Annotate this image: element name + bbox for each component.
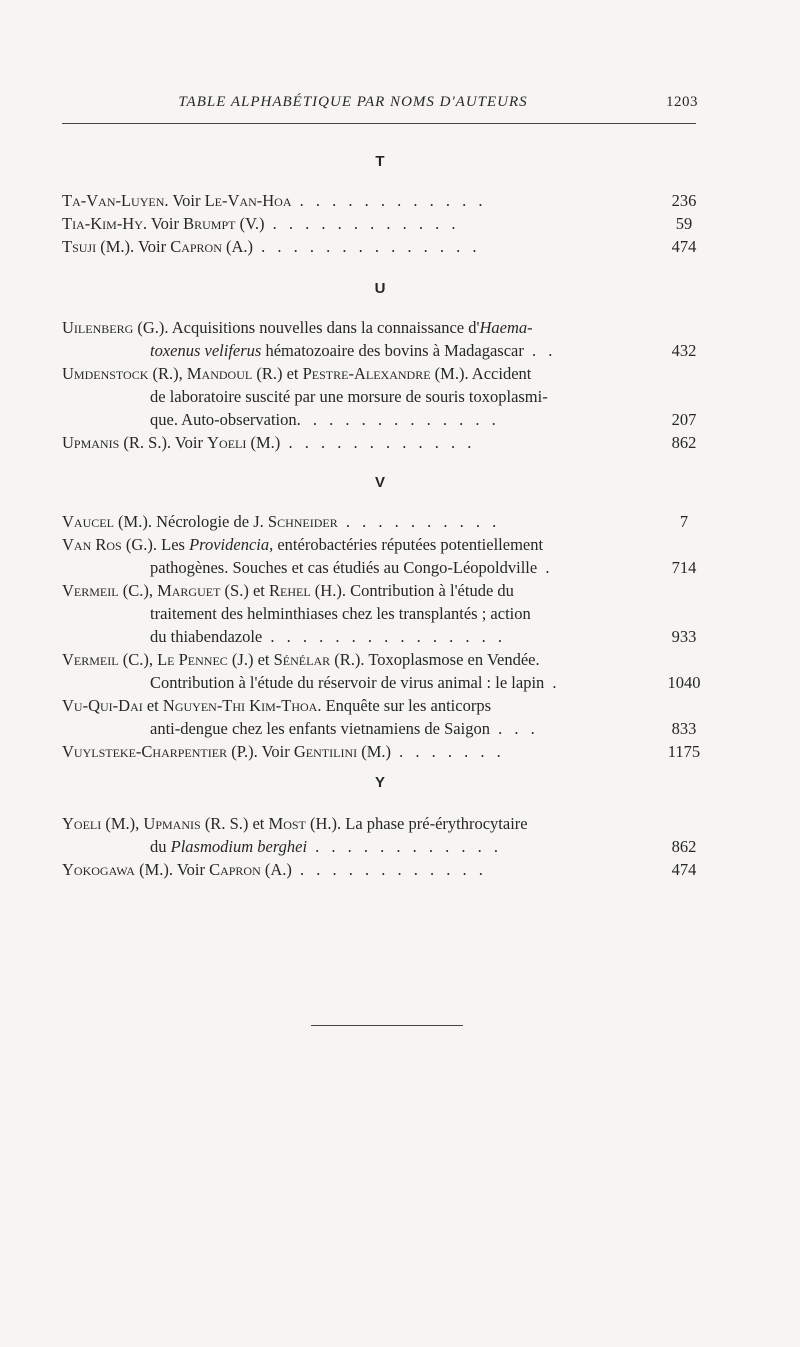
author-name: Vu-Qui-Dai [62,696,143,715]
page-number: 862 [671,837,697,856]
section-letter-t: T [375,153,385,170]
page-number: 7 [679,512,689,531]
reference-author: Brumpt [183,214,236,233]
entry-text: (C.), [118,581,158,600]
reference-author: Capron [209,860,261,879]
page-number: 236 [671,191,697,210]
reference-author: Le-Van-Hoa [204,191,292,210]
page-number: 933 [671,627,697,646]
leader-dots: . [537,558,554,577]
leader-dots: . [544,673,561,692]
entry-text: (C.), [118,650,158,669]
entry-text: (P.). Voir [227,742,294,761]
leader-dots: . . . . . . . . . . [337,512,501,531]
co-author-name: Pestre-Alexandre [302,364,431,383]
leader-dots: . . . . . . . . . . . . [280,433,476,452]
entry-text: (H.). Contribution à l'étude du [310,581,514,600]
co-author-name: Rehel [269,581,311,600]
entry-text: (G.). Acquisitions nouvelles dans la connaissance d' [133,318,480,337]
header-title: TABLE ALPHABÉTIQUE PAR NOMS D'AUTEURS [178,94,528,110]
entry-text: du [150,837,171,856]
reference-author: Yoeli [207,433,247,452]
entry-text: (M.). Nécrologie de J. [113,512,268,531]
entry-text: . Voir [142,214,184,233]
leader-dots: . . [523,341,557,360]
entry-text: (R.). Toxoplasmose en Vendée. [330,650,540,669]
entry-text: (A.) [221,237,254,256]
entry-text-italic: Providencia, [189,535,274,554]
reference-author: Schneider [267,512,338,531]
entry-text: (M.). Voir [134,860,210,879]
index-entry-continuation [150,556,638,579]
entry-text: Contribution à l'étude du réservoir de virus animal : le lapin [150,673,545,692]
leader-dots: . . . . . . . . . . . . [291,191,487,210]
co-author-name: Marguet [157,581,221,600]
entry-text: et [142,696,163,715]
running-header [58,94,698,118]
page-number: 474 [671,860,697,879]
index-entry-umdenstock [62,362,638,385]
index-entry-tsuji [62,235,638,258]
author-name: Umdenstock [62,364,149,383]
entry-text: que. Auto-observation [150,410,297,429]
index-entry-continuation: traitement des helminthiases chez les transplantés ; action [150,604,531,623]
end-rule [311,1025,463,1026]
entry-text: (R.), [148,364,187,383]
page-number: 862 [671,433,697,452]
co-author-name: Most [268,814,306,833]
index-entry-continuation [150,625,638,648]
entry-text: (M.), [101,814,144,833]
index-entry-vermeil-marguet [62,579,638,602]
page-number: 714 [671,558,697,577]
co-author-name: Le Pennec [157,650,228,669]
entry-text: (M.). Voir [96,237,171,256]
index-entry-van-ros [62,533,638,556]
index-entry-continuation [150,835,638,858]
leader-dots: . . . . . . . . . . . . . . . [262,627,506,646]
index-entry-vuylsteke-charpentier [62,740,638,763]
leader-dots: . . . . . . . . . . . . [264,214,460,233]
entry-text: (M.) [246,433,281,452]
entry-text: hématozoaire des bovins à Madagascar [261,341,524,360]
entry-text: (R. S.). Voir [119,433,208,452]
entry-text: (G.). Les [121,535,190,554]
index-entry-uilenberg [62,316,638,339]
author-name: Vaucel [62,512,114,531]
index-entry-continuation [150,339,638,362]
entry-text: (A.) [260,860,292,879]
entry-text: anti-dengue chez les enfants vietnamiens de Saigon [150,719,490,738]
author-name: Vuylsteke-Charpentier [62,742,228,761]
leader-dots: . . . [489,719,539,738]
co-author-name: Sénélar [273,650,331,669]
index-entry-ta-van-luyen [62,189,638,212]
entry-text: . Enquête sur les anticorps [317,696,492,715]
entry-text-italic: Plasmodium berghei [170,837,308,856]
reference-author: Gentilini [293,742,358,761]
reference-author: Capron [170,237,222,256]
entry-text-italic: Haema- [479,318,533,337]
author-name: Yokogawa [62,860,135,879]
index-entry-upmanis [62,431,638,454]
entry-text: (V.) [235,214,265,233]
leader-dots: . . . . . . . [391,742,505,761]
entry-text: (M.) [357,742,392,761]
author-name: Tia-Kim-Hy [62,214,143,233]
page-number: 833 [671,719,697,738]
page-number: 207 [671,410,697,429]
index-entry-vermeil-le-pennec [62,648,638,671]
index-entry-continuation [150,671,638,694]
author-name: Uilenberg [62,318,134,337]
author-name: Van Ros [62,535,122,554]
entry-text: (M.). Accident [430,364,532,383]
index-entry-vaucel [62,510,638,533]
section-letter-v: V [374,474,385,491]
index-entry-vu-qui-dai [62,694,638,717]
entry-text: (S.) et [220,581,269,600]
author-name: Vermeil [62,581,119,600]
author-name: Vermeil [62,650,119,669]
entry-text: du thiabendazole [150,627,263,646]
entry-text: (R. S.) et [200,814,269,833]
entry-text-italic: toxenus veliferus [150,341,262,360]
author-name: Upmanis [62,433,120,452]
index-entry-yoeli [62,812,638,835]
entry-text: (R.) et [252,364,303,383]
page-number: 474 [671,237,697,256]
co-author-name: Mandoul [186,364,253,383]
index-entry-continuation [150,717,638,740]
leader-dots: . . . . . . . . . . . . [307,837,503,856]
leader-dots: . . . . . . . . . . . . [291,860,487,879]
author-name: Tsuji [62,237,97,256]
index-entry-continuation: de laboratoire suscité par une morsure de souris toxoplasmi- [150,387,548,406]
co-author-name: Upmanis [143,814,201,833]
index-entry-yokogawa [62,858,638,881]
index-entry-tia-kim-hy [62,212,638,235]
section-letter-u: U [374,280,386,297]
header-rule [62,123,696,124]
leader-dots: . . . . . . . . . . . . . [296,410,500,429]
page-number: 1175 [667,742,701,761]
entry-text: (H.). La phase pré-érythrocytaire [305,814,528,833]
entry-text: pathogènes. Souches et cas étudiés au Congo-Léopoldville [150,558,538,577]
header-page-number: 1203 [666,94,698,110]
author-name: Yoeli [62,814,102,833]
index-entry-continuation [150,408,638,431]
leader-dots: . . . . . . . . . . . . . . [253,237,481,256]
entry-text: (J.) et [227,650,274,669]
page-number: 1040 [667,673,701,692]
entry-text: . Voir [164,191,205,210]
page-number: 59 [675,214,693,233]
co-author-name: Nguyen-Thi Kim-Thoa [162,696,318,715]
author-name: Ta-Van-Luyen [62,191,165,210]
page-number: 432 [671,341,697,360]
entry-text: entérobactéries réputées potentiellement [273,535,544,554]
section-letter-y: Y [374,774,385,791]
